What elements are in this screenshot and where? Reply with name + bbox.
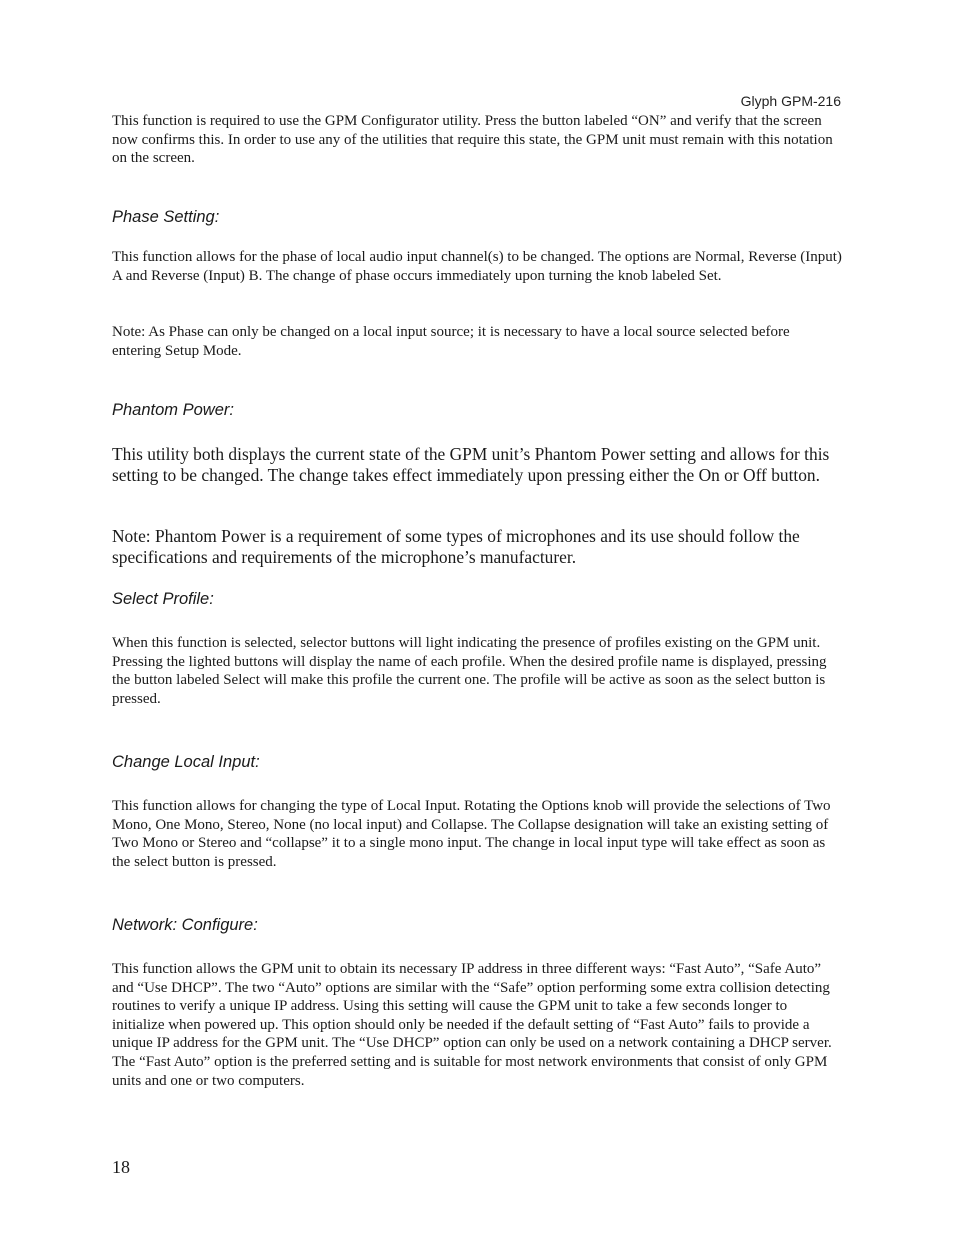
- local-input-paragraph: This function allows for changing the type of Local Input. Rotating the Options knob will provide the selections of Two Mono, One Mono, Stereo, None (no local input) and Collapse. The Collapse designation will take an existing setting of Two Mono or Stereo and “collapse” it to a single mono input. The change in local input type will take effect as soon as the select button is pressed.: [112, 798, 831, 870]
- heading-phase-setting: Phase Setting:: [112, 208, 220, 226]
- phantom-paragraph: This utility both displays the current state of the GPM unit’s Phantom Power setting and allows for this setting to be changed. The change takes effect immediately upon pressing either the On or Off button.: [112, 444, 830, 485]
- heading-select-profile: Select Profile:: [112, 590, 214, 608]
- heading-change-local-input: Change Local Input:: [112, 753, 260, 771]
- page-number: 18: [112, 1157, 130, 1177]
- heading-network-configure: Network: Configure:: [112, 916, 258, 934]
- heading-phantom-power: Phantom Power:: [112, 401, 234, 419]
- intro-paragraph: This function is required to use the GPM Configurator utility. Press the button labeled “ON” and verify that the screen now confirms this. In order to use any of the utilities that require this state, the GPM unit must remain with this notation on the screen.: [112, 113, 833, 167]
- profile-paragraph: When this function is selected, selector buttons will light indicating the presence of profiles existing on the GPM unit. Pressing the lighted buttons will display the name of each profile. When the desired profile name is displayed, pressing the button labeled Select will make this profile the current one. The profile will be active as soon as the select button is pressed.: [112, 635, 827, 707]
- phase-note: Note: As Phase can only be changed on a local input source; it is necessary to have a local source selected before entering Setup Mode.: [112, 324, 790, 359]
- running-header: Glyph GPM-216: [740, 93, 841, 109]
- phantom-note: Note: Phantom Power is a requirement of some types of microphones and its use should follow the specifications and requirements of the microphone’s manufacturer.: [112, 526, 800, 567]
- phase-paragraph: This function allows for the phase of local audio input channel(s) to be changed. The options are Normal, Reverse (Input) A and Reverse (Input) B. The change of phase occurs immediately upon turning the knob labeled Set.: [112, 249, 842, 284]
- network-paragraph: This function allows the GPM unit to obtain its necessary IP address in three different ways: “Fast Auto”, “Safe Auto” and “Use DHCP”. The two “Auto” options are similar with the “Safe” option performing some extra collision detecting routines to verify a unique IP address. Using this setting will cause the GPM unit to take a few seconds longer to initialize when powered up. This option should only be needed if the default setting of “Fast Auto” fails to provide a unique IP address for the GPM unit. The “Use DHCP” option can only be used on a network containing a DHCP server. The “Fast Auto” option is the preferred setting and is suitable for most network environments that consist of only GPM units and one or two computers.: [112, 961, 832, 1089]
